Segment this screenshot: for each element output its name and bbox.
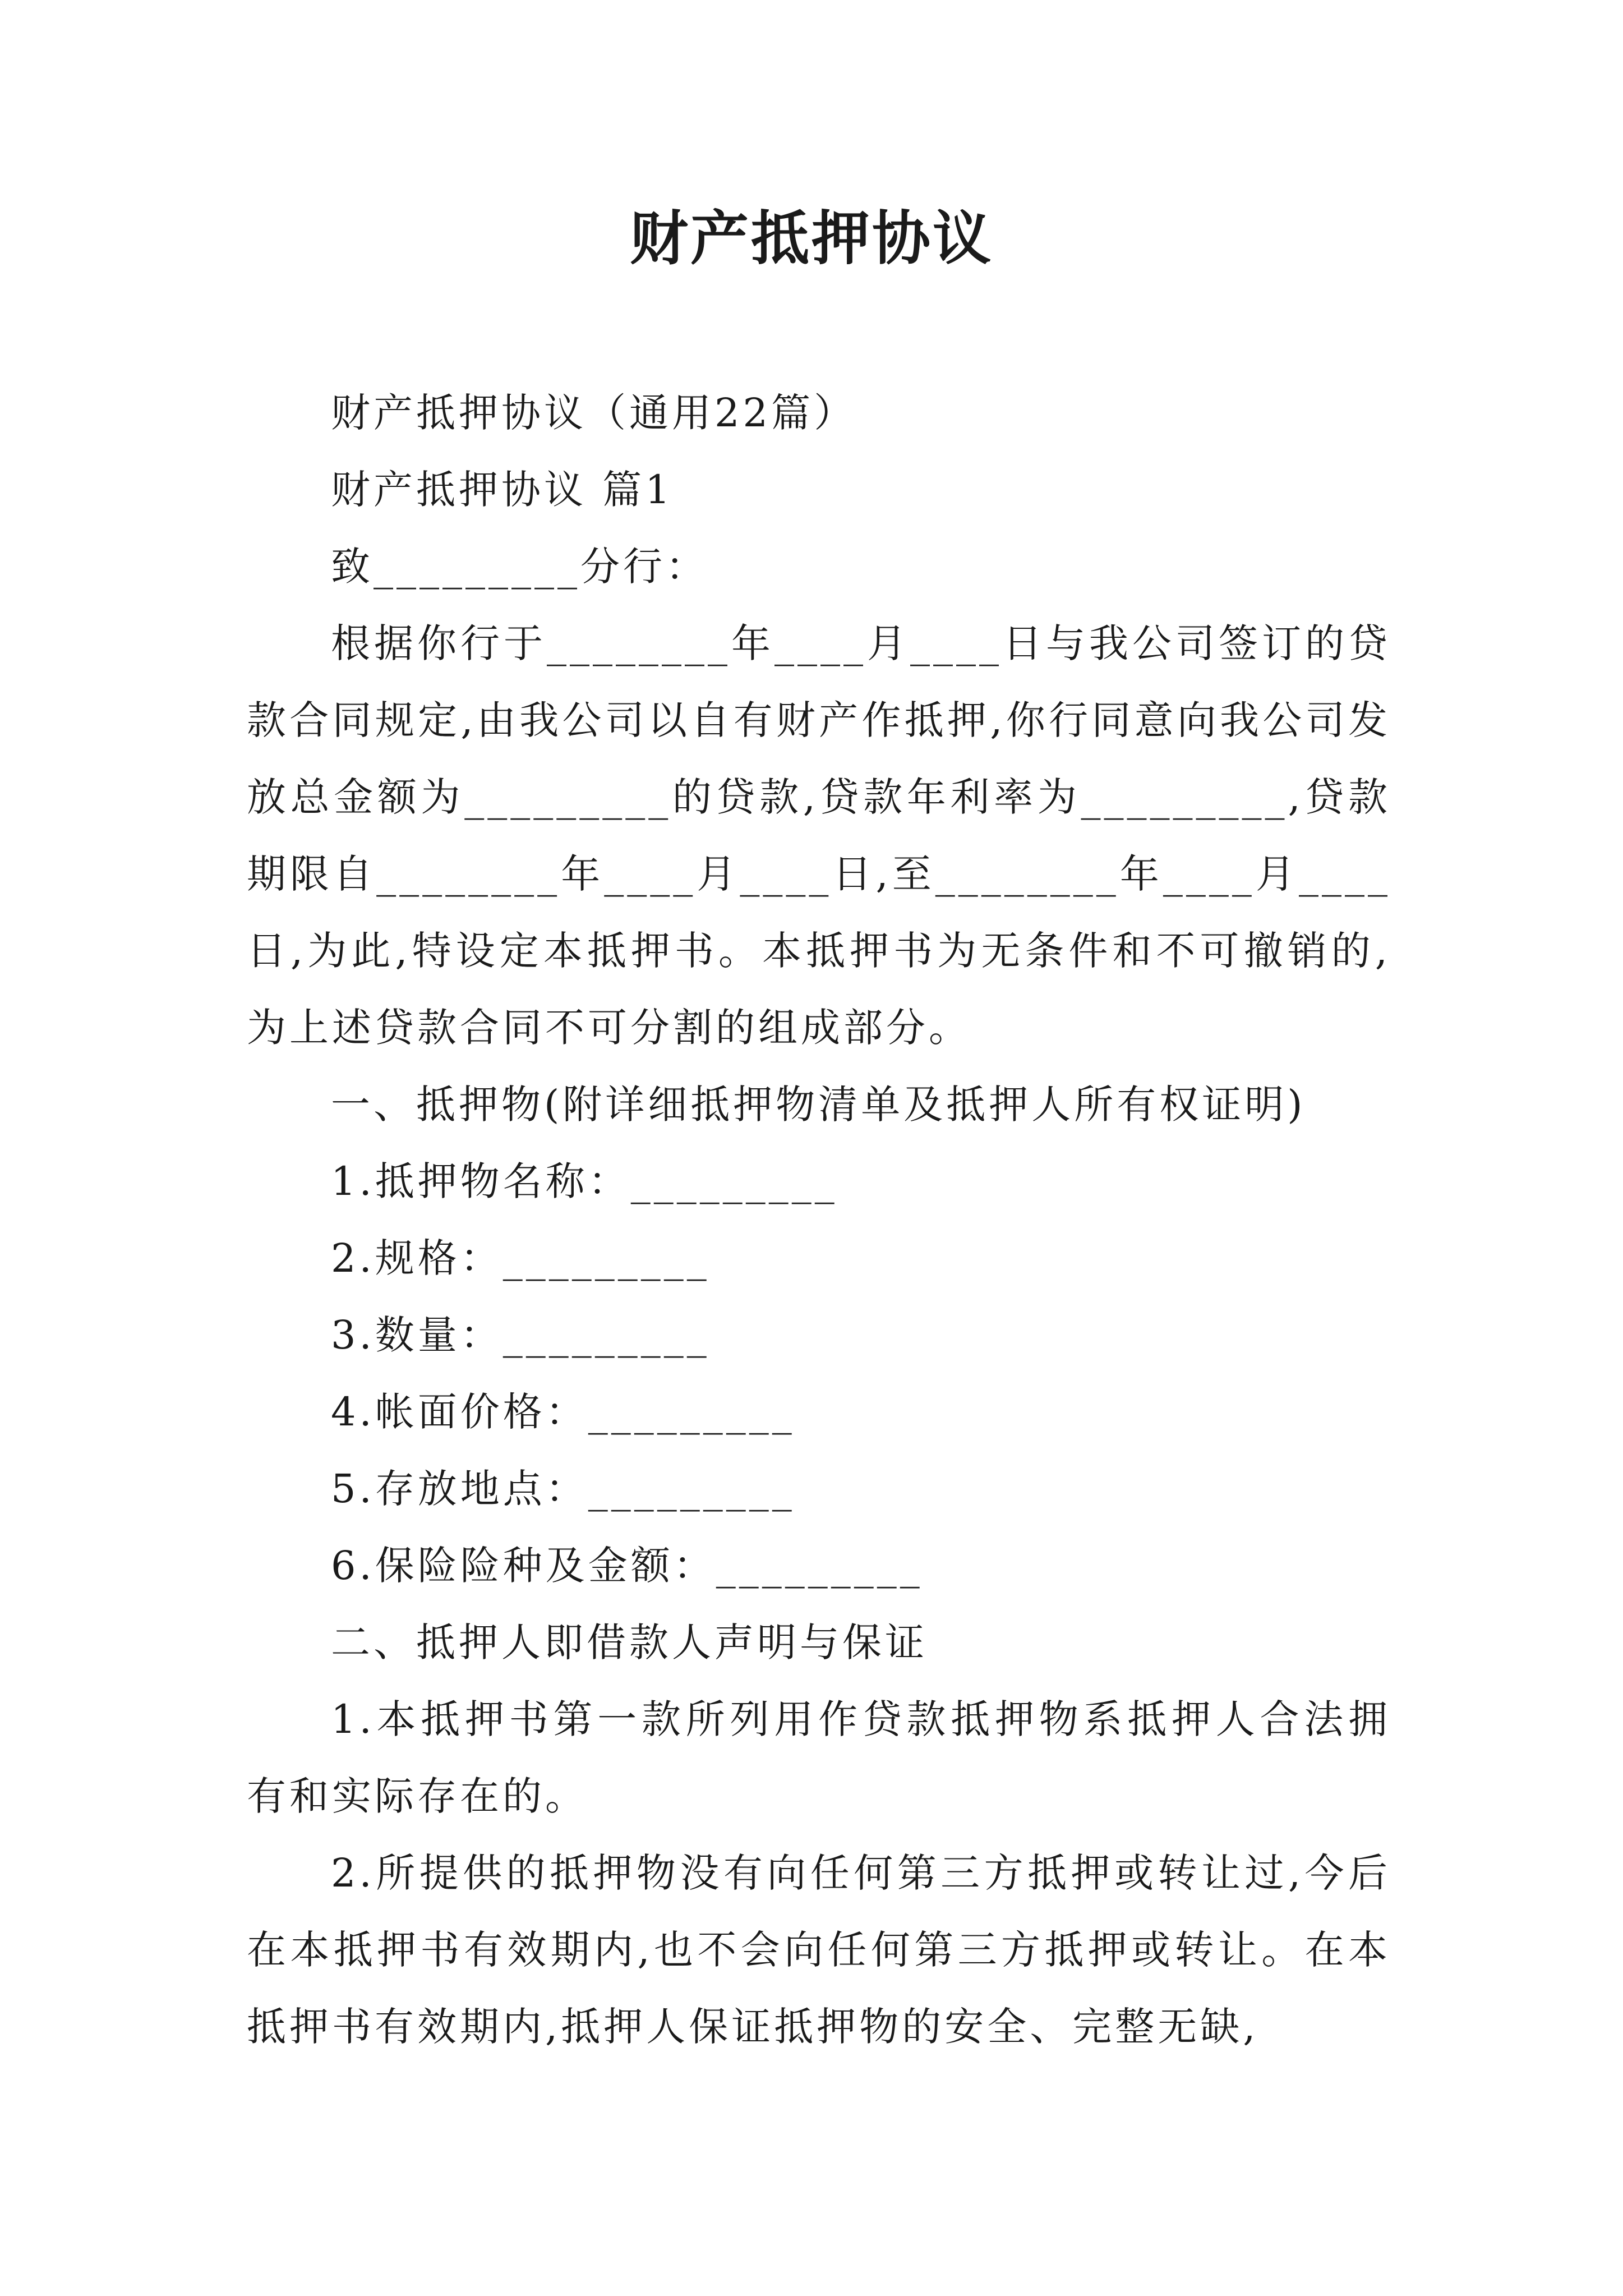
clause-heading-1: 一、抵押物(附详细抵押物清单及抵押人所有权证明) xyxy=(331,1082,1306,1128)
collateral-insurance-line: 6.保险险种及金额：_________ xyxy=(331,1543,923,1589)
collateral-book-value-line: 4.帐面价格：_________ xyxy=(331,1389,795,1435)
collateral-spec-line: 2.规格：_________ xyxy=(331,1235,710,1281)
declaration-paragraph-1: 1.本抵押书第一款所列用作贷款抵押物系抵押人合法拥有和实际存在的。 xyxy=(247,1696,1391,1819)
subtitle-paragraph: 财产抵押协议（通用22篇） xyxy=(331,390,857,436)
section-heading: 财产抵押协议 篇1 xyxy=(331,467,674,513)
document-title: 财产抵押协议 xyxy=(629,204,993,273)
declaration-paragraph-2: 2.所提供的抵押物没有向任何第三方抵押或转让过,今后在本抵押书有效期内,也不会向任何第三方抵押或转让。在本抵押书有效期内,抵押人保证抵押物的安全、完整无缺, xyxy=(247,1850,1391,2050)
document-body xyxy=(247,375,1391,2065)
intro-paragraph: 根据你行于________年____月____日与我公司签订的贷款合同规定,由我公司以自有财产作抵押,你行同意向我公司发放总金额为_________的贷款,贷款年利率为_________,贷款期限自________年____月____日,至________年____月____日,为此,特设定本抵押书。本抵押书为无条件和不可撤销的,为上述贷款合同不可分割的组成部分。 xyxy=(247,620,1391,1051)
collateral-name-line: 1.抵押物名称：_________ xyxy=(331,1158,838,1204)
addressee-line: 致_________分行： xyxy=(331,544,708,590)
clause-heading-2: 二、抵押人即借款人声明与保证 xyxy=(331,1619,928,1665)
collateral-quantity-line: 3.数量：_________ xyxy=(331,1312,710,1358)
collateral-location-line: 5.存放地点：_________ xyxy=(331,1466,795,1512)
